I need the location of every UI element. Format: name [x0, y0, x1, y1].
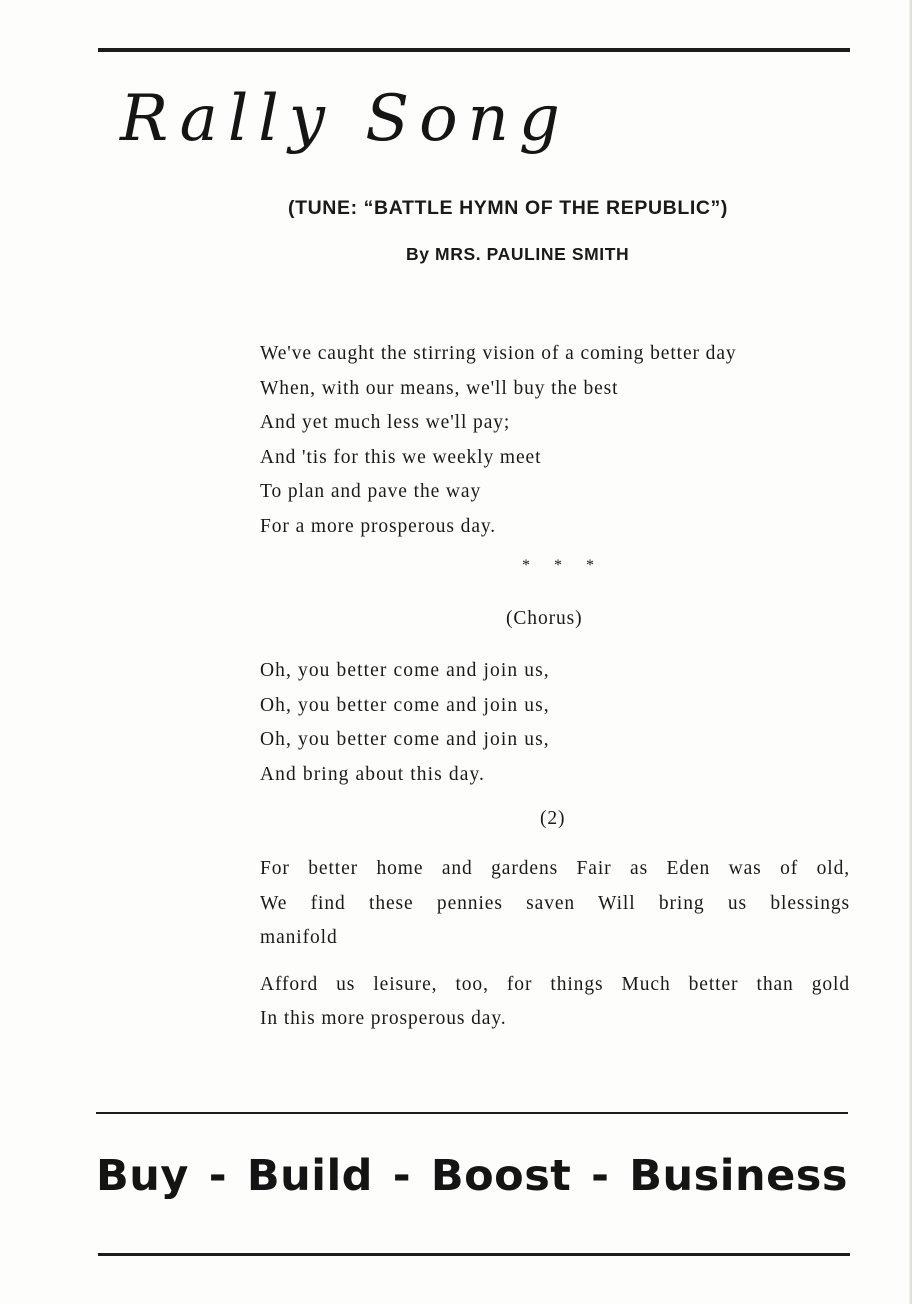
paragraph-gap — [260, 956, 850, 968]
chorus-line: Oh, you better come and join us, — [260, 660, 550, 681]
chorus-line: Oh, you better come and join us, — [260, 694, 550, 716]
lyric-line: We've caught the stirring vision of a coming better day — [260, 343, 737, 364]
lyric-line: To plan and pave the way — [260, 481, 482, 503]
lyric-line: We find these pennies saven Will bring us blessings — [260, 892, 850, 914]
song-title: Rally Song — [120, 82, 570, 156]
lyric-line: And yet much less we'll pay; — [260, 412, 511, 434]
top-rule — [98, 48, 850, 52]
verse-1 — [260, 337, 852, 545]
slogan-word: Business — [629, 1151, 848, 1201]
slogan-dash: - — [208, 1151, 228, 1201]
lyric-line: For a more prosperous day. — [260, 515, 497, 537]
chorus-line: And bring about this day. — [260, 763, 486, 785]
lyric-line: manifold — [260, 927, 338, 949]
tune-subtitle: (TUNE: “BATTLE HYMN OF THE REPUBLIC”) — [288, 197, 728, 219]
lyric-line: When, with our means, we'll buy the best — [260, 377, 619, 399]
slogan-word: Build — [246, 1151, 373, 1201]
lyric-line: And 'tis for this we weekly meet — [260, 446, 542, 468]
lyric-line: In this more prosperous day. — [260, 1008, 507, 1030]
lyric-line: Afford us leisure, too, for things Much better than gold — [260, 973, 850, 995]
verse-2 — [260, 852, 850, 1037]
slogan-word: Boost — [430, 1151, 572, 1201]
chorus-line: Oh, you better come and join us, — [260, 729, 550, 751]
slogan — [96, 1151, 848, 1201]
verse-number: (2) — [540, 808, 566, 829]
slogan-dash: - — [392, 1151, 412, 1201]
middle-rule — [96, 1112, 848, 1114]
slogan-word: Buy — [96, 1151, 189, 1201]
lyric-line: For better home and gardens Fair as Eden was of old, — [260, 858, 850, 879]
author-byline: By MRS. PAULINE SMITH — [406, 244, 630, 264]
section-separator: * * * — [522, 557, 604, 574]
bottom-rule — [98, 1253, 850, 1256]
chorus-label: (Chorus) — [506, 608, 583, 629]
slogan-dash: - — [591, 1151, 610, 1201]
chorus — [260, 654, 550, 792]
